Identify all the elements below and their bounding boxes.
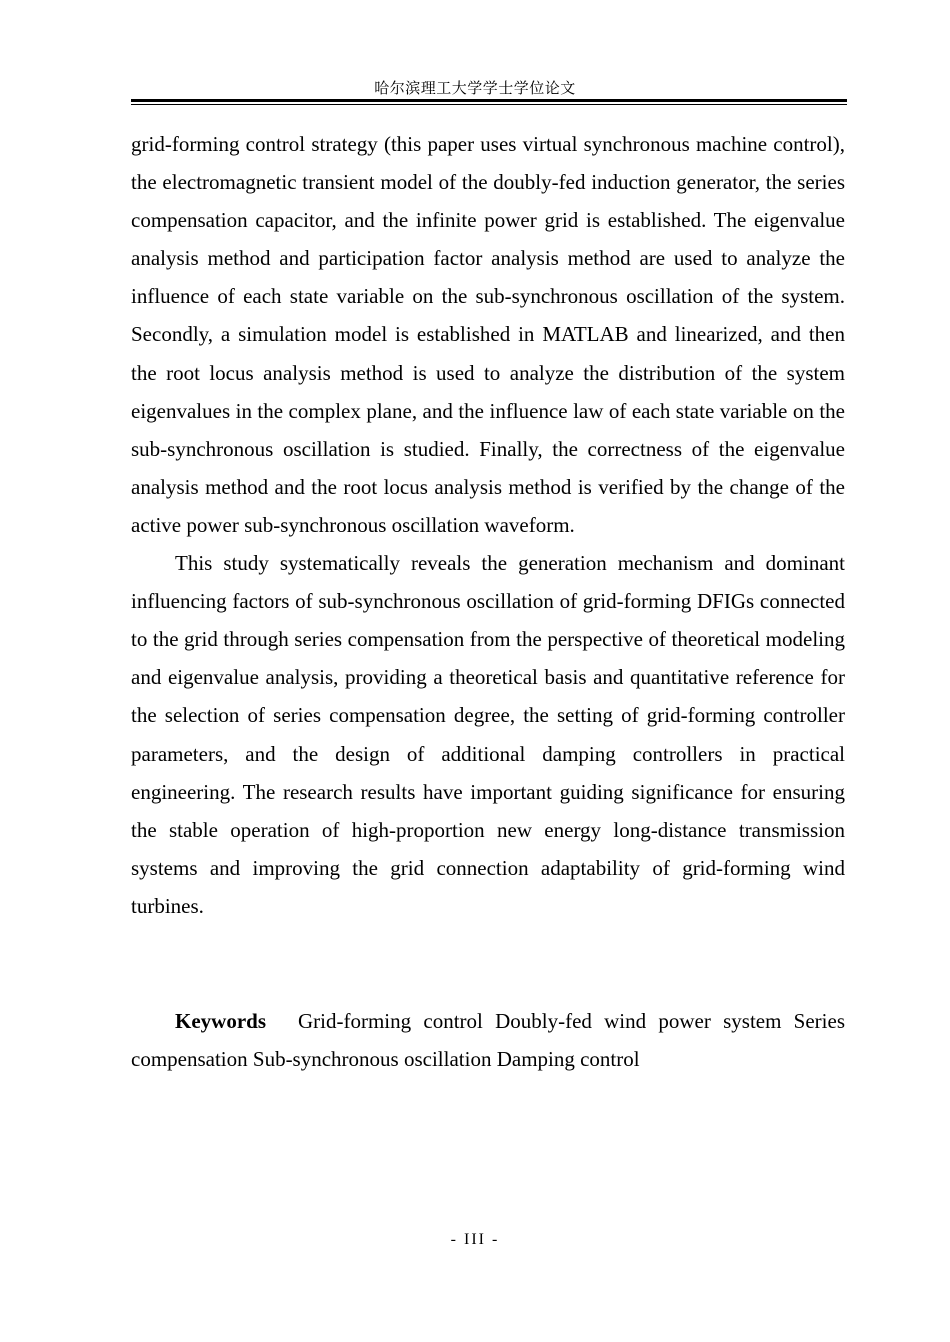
keywords-label: Keywords [175, 1009, 266, 1033]
keywords-text: Grid-forming control Doubly-fed wind power system Series compensation Sub-synchronous oscillation Damping control [131, 1009, 845, 1072]
keywords-block [131, 1002, 845, 1078]
header-rule-thick [131, 99, 847, 102]
page-number: - III - [450, 1231, 500, 1248]
running-header-title: 哈尔滨理工大学学士学位论文 [374, 79, 576, 97]
abstract-body [131, 125, 845, 925]
abstract-paragraph-2: This study systematically reveals the generation mechanism and dominant influencing factors of sub-synchronous oscillation of grid-forming DFIGs connected to the grid through series compensation from the perspective of theoretical modeling and eigenvalue analysis, providing a theoretical basis and quantitative reference for the selection of series compensation degree, the setting of grid-forming controller parameters, and the design of additional damping controllers in practical engineering. The research results have important guiding significance for ensuring the stable operation of high-proportion new energy long-distance transmission systems and improving the grid connection adaptability of grid-forming wind turbines. [131, 551, 845, 918]
header-rule-thin [131, 104, 847, 105]
abstract-paragraph-1: grid-forming control strategy (this paper uses virtual synchronous machine control), the electromagnetic transient model of the doubly-fed induction generator, the series compensation capacitor, and the infinite power grid is established. The eigenvalue analysis method and participation factor analysis method are used to analyze the influence of each state variable on the sub-synchronous oscillation of the system. Secondly, a simulation model is established in MATLAB and linearized, and then the root locus analysis method is used to analyze the distribution of the system eigenvalues in the complex plane, and the influence law of each state variable on the sub-synchronous oscillation is studied. Finally, the correctness of the eigenvalue analysis method and the root locus analysis method is verified by the change of the active power sub-synchronous oscillation waveform. [131, 132, 845, 537]
